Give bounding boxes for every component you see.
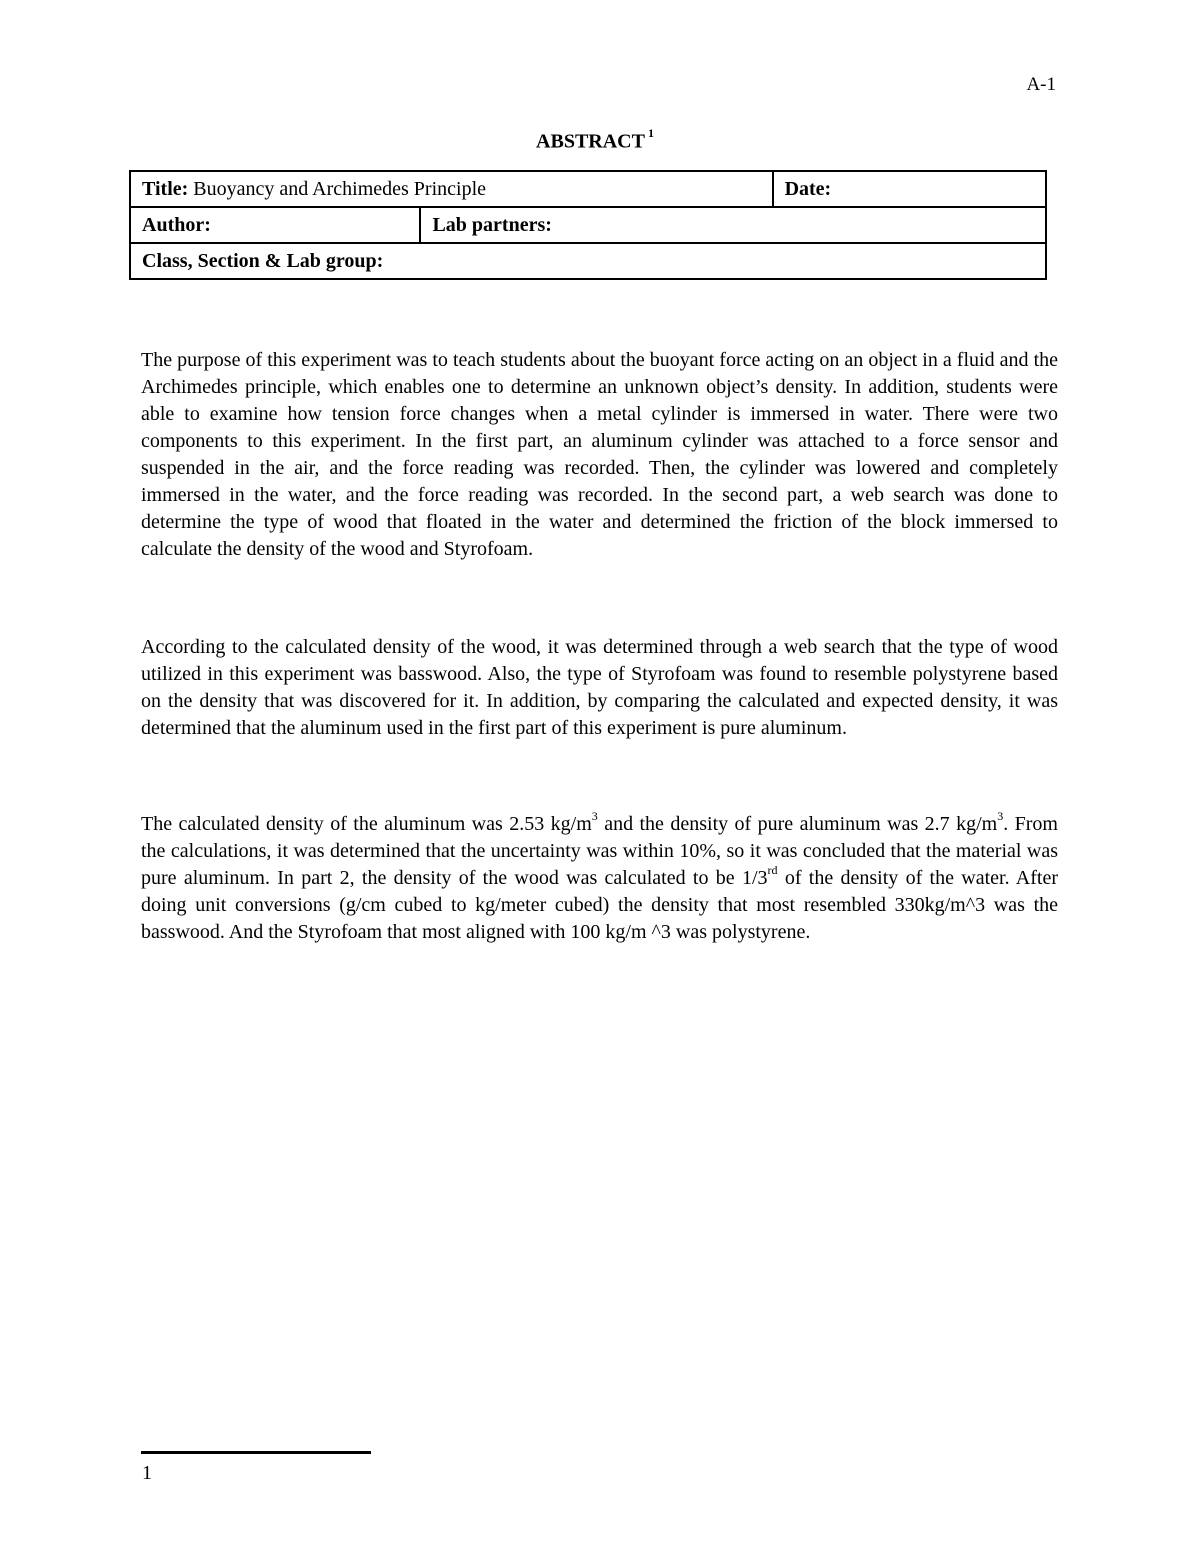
paragraph-calculations [141, 811, 1058, 946]
calc-text-3: . From the calculations, it was determined that the uncertainty was within 10%, so it was concluded that the material was pure aluminum. In part 2, the density of the wood was calculated to be 1/3 [141, 813, 1058, 889]
calc-sup-2: 3 [997, 809, 1004, 824]
page-number: A-1 [1026, 74, 1056, 95]
abstract-heading-text: ABSTRACT [536, 130, 645, 153]
footnote-number: 1 [142, 1462, 152, 1484]
date-cell [773, 171, 1046, 207]
abstract-footnote-mark: 1 [647, 126, 654, 140]
paragraph-purpose [141, 347, 1058, 563]
paragraph-results-text: According to the calculated density of the wood, it was determined through a web search that the type of wood utilized in this experiment was basswood. Also, the type of Styrofoam was found to resemble polystyrene based on the density that was discovered for it. In addition, by comparing the calculated and expected density, it was determined that the aluminum used in the first part of this experiment is pure aluminum. [141, 636, 1058, 739]
lab-partners-label: Lab partners: [432, 213, 552, 236]
author-label: Author: [142, 213, 211, 236]
title-value: Buoyancy and Archimedes Principle [193, 177, 487, 200]
abstract-heading [0, 124, 1190, 154]
paragraph-results [141, 634, 1058, 742]
title-cell [130, 171, 773, 207]
calc-sup-1: 3 [591, 809, 598, 824]
calc-sup-3: rd [767, 863, 778, 878]
calc-text-2: and the density of pure aluminum was 2.7 kg/m [597, 813, 998, 835]
calc-text-1: The calculated density of the aluminum was 2.53 kg/m [141, 813, 592, 835]
lab-partners-cell [420, 207, 1046, 243]
class-label: Class, Section & Lab group: [142, 249, 384, 272]
paragraph-purpose-text: The purpose of this experiment was to teach students about the buoyant force acting on an object in a fluid and the Archimedes principle, which enables one to determine an unknown object’s density. In addition, students were able to examine how tension force changes when a metal cylinder is immersed in water. There were two components to this experiment. In the first part, an aluminum cylinder was attached to a force sensor and suspended in the air, and the force reading was recorded. Then, the cylinder was lowered and completely immersed in the water, and the force reading was recorded. In the second part, a web search was done to determine the type of wood that floated in the water and determined the friction of the block immersed to calculate the density of the wood and Styrofoam. [141, 349, 1058, 560]
footnote-divider [141, 1451, 371, 1454]
author-cell [130, 207, 420, 243]
calc-text-4: of the density of the water. After doing unit conversions (g/cm cubed to kg/meter cubed) the density that most resembled 330kg/m^3 was the basswood. And the Styrofoam that most aligned with 100 kg/m ^3 was polystyrene. [141, 867, 1058, 943]
info-row-class [130, 243, 1046, 279]
info-row-author [130, 207, 1046, 243]
title-label: Title: [142, 177, 189, 200]
paragraph-calculations-text [141, 811, 1058, 946]
info-table [129, 170, 1047, 280]
class-cell [130, 243, 1046, 279]
date-label: Date: [784, 177, 832, 200]
info-row-title [130, 171, 1046, 207]
